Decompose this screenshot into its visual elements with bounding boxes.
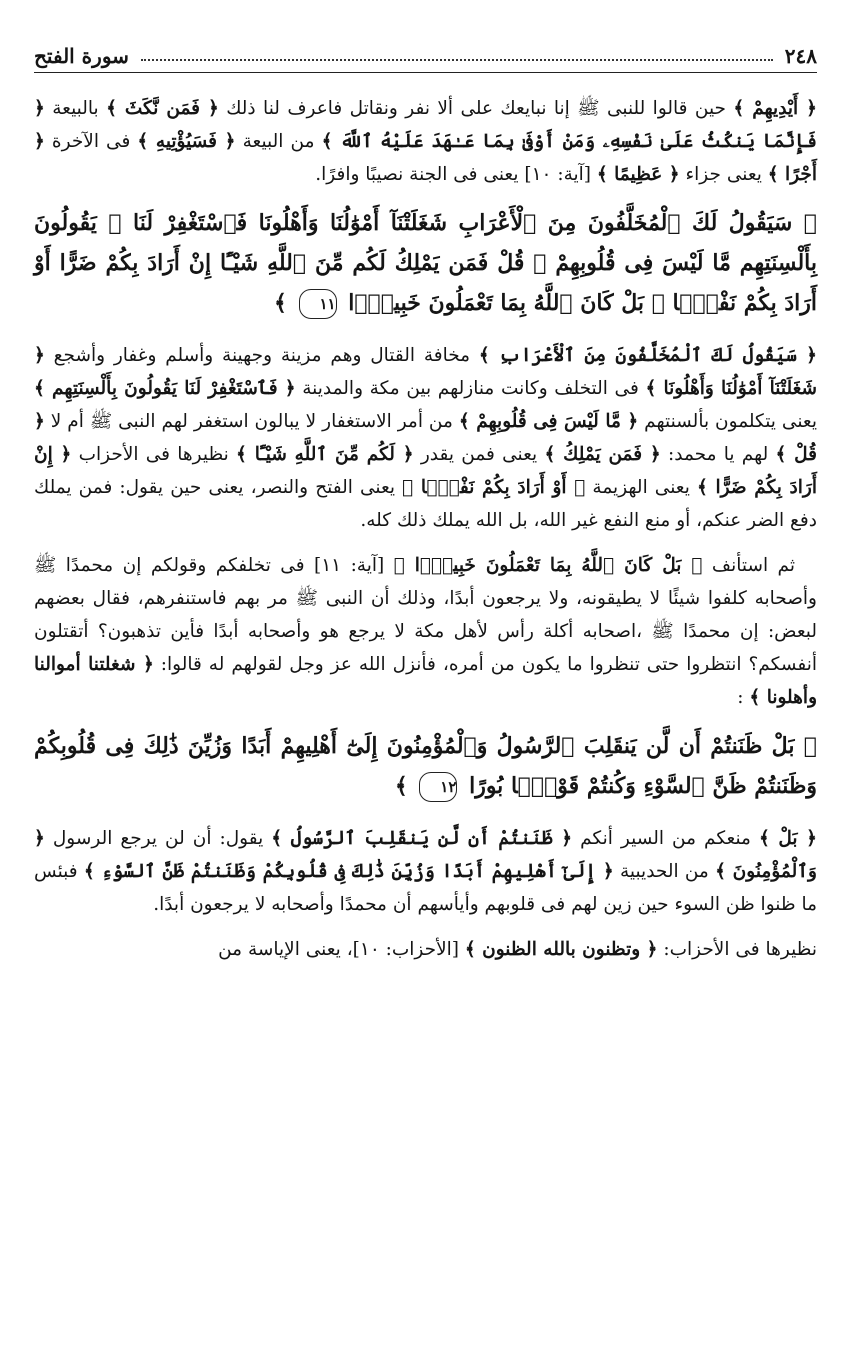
commentary-text: منعكم من السير أنكم	[572, 828, 759, 849]
quran-quote: ﴿ إِلَىٰٓ أَهْلِيهِمْ أَبَدًا وَزُيِّنَ ذَٰلِكَ فِى قُلُوبِكُمْ وَظَنَنتُمْ ظَنَّ ٱلسَّوْءِ ﴾	[83, 861, 614, 882]
verse-text: ﴿ سَيَقُولُ لَكَ ٱلْمُخَلَّفُونَ مِنَ ٱلْأَعْرَابِ شَغَلَتْنَآ أَمْوَٰلُنَا وَأَهْلُونَا فَٱسْتَغْفِرْ لَنَا ۚ يَقُولُونَ بِأَلْسِنَتِهِم مَّا لَيْسَ فِى قُلُوبِهِمْ ۚ قُلْ فَمَن يَمْلِكُ لَكُم مِّنَ ٱللَّهِ شَيْـًٔا إِنْ أَرَادَ بِكُمْ ضَرًّا أَوْ أَرَادَ بِكُمْ نَفْعًۢا ۚ بَلْ كَانَ ٱللَّهُ بِمَا تَعْمَلُونَ خَبِيرًۢا	[34, 210, 817, 316]
commentary-paragraph-5	[34, 933, 817, 966]
commentary-text: [الأحزاب: ١٠]، يعنى الإياسة من	[218, 939, 465, 960]
quran-quote: ﴿ أَجْرًا ﴾	[34, 131, 817, 185]
quran-quote: ﴿ ظَنَنتُمْ أَن لَّن يَنقَلِبَ ٱلرَّسُولُ ﴾	[271, 828, 573, 849]
commentary-text: من البيعة	[235, 131, 322, 152]
commentary-text: فى الآخرة	[44, 131, 138, 152]
commentary-text: فى التخلف وكانت منازلهم بين مكة والمدينة	[295, 378, 646, 399]
commentary-text: حين قالوا للنبى ﷺ إنا نبايعك على ألا نفر ونقاتل فاعرف لنا ذلك	[218, 98, 734, 119]
quran-quote: ﴿ شغلتنا أموالنا وأهلونا ﴾	[34, 654, 817, 708]
ayah-number-marker: ١١	[299, 289, 337, 319]
quran-quote: ﴿ عَظِيمًا ﴾	[596, 164, 680, 185]
quran-quote: ﴿ أَيْدِيهِمْ ﴾	[733, 98, 817, 119]
commentary-text: فبئس ما ظنوا ظن السوء حين زين لهم فى قلوبهم وأيأسهم أن محمدًا وأصحابه لا يرجعون أبدًا.	[34, 861, 817, 915]
quran-verse-12	[34, 726, 817, 806]
commentary-text: يعنى الفتح والنصر، يعنى حين يقول: فمن يملك دفع الضر عنكم، أو منع النفع غير الله، بل الله يملك ذلك كله.	[34, 477, 817, 531]
verse-close-bracket: ﴾	[394, 773, 416, 799]
commentary-text: يعنى يتكلمون بألسنتهم	[638, 411, 817, 432]
surah-title: سورة الفتح	[34, 44, 129, 68]
quran-quote: ﴿ فَسَيُؤْتِيهِ ﴾	[137, 131, 236, 152]
quran-quote: ﴿ شَغَلَتْنَآ أَمْوَٰلُنَا وَأَهْلُونَا ﴾	[34, 345, 817, 399]
commentary-paragraph-1	[34, 92, 817, 191]
page-header	[34, 38, 817, 68]
commentary-text: لهم يا محمد:	[660, 444, 776, 465]
quran-quote: ﴿ قُلْ ﴾	[34, 411, 818, 465]
quran-verse-11	[34, 203, 817, 323]
commentary-text: نظيرها فى الأحزاب	[71, 444, 237, 465]
quran-quote: ﴿ فَٱسْتَغْفِرْ لَنَا يَقُولُونَ بِأَلْسِنَتِهِم ﴾	[34, 378, 296, 399]
header-dotted-leader	[141, 59, 773, 61]
commentary-text: نظيرها فى الأحزاب:	[657, 939, 817, 960]
verse-close-bracket: ﴾	[274, 290, 295, 316]
commentary-text: يعنى الهزيمة	[585, 477, 697, 498]
quran-quote: ﴿ فَمَن يَمْلِكُ ﴾	[544, 444, 661, 465]
page-number: ٢٤٨	[784, 44, 817, 68]
quran-quote: ﴿ وتظنون بالله الظنون ﴾	[464, 939, 658, 960]
commentary-text: يعنى جزاء	[679, 164, 768, 185]
quran-quote: ﴿ بَلْ كَانَ ٱللَّهُ بِمَا تَعْمَلُونَ خَبِيرًۢا ﴾	[393, 555, 703, 576]
commentary-text: بالبيعة	[44, 98, 107, 119]
commentary-text: مخافة القتال وهم مزينة وجهينة وأسلم وغفار وأشجع	[44, 345, 479, 366]
quran-quote: ﴿ فَمَن نَّكَثَ ﴾	[106, 98, 219, 119]
verse-text: ﴿ بَلْ ظَنَنتُمْ أَن لَّن يَنقَلِبَ ٱلرَّسُولُ وَٱلْمُؤْمِنُونَ إِلَىٰٓ أَهْلِيهِمْ أَبَدًا وَزُيِّنَ ذَٰلِكَ فِى قُلُوبِكُمْ وَظَنَنتُمْ ظَنَّ ٱلسَّوْءِ وَكُنتُمْ قَوْمًۢا بُورًا	[34, 733, 817, 799]
page-body	[34, 92, 817, 978]
commentary-paragraph-2	[34, 339, 817, 537]
commentary-paragraph-3	[34, 549, 817, 714]
ayah-number-marker: ١٢	[419, 772, 457, 802]
quran-quote: ﴿ بَلْ ﴾	[758, 828, 817, 849]
commentary-text: من الحديبية	[613, 861, 716, 882]
commentary-text: يقول: أن لن يرجع الرسول	[44, 828, 272, 849]
commentary-text: يعنى فمن يقدر	[413, 444, 545, 465]
commentary-text: [آية: ١١] فى تخلفكم وقولكم إن محمدًا ﷺ وأصحابه كلفوا شيئًا لا يطيقونه، ولا يرجعون أبدًا، وذلك أن النبى ﷺ مر بهم فاستنفرهم، فقال بعضهم لبعض: إن محمدًا ﷺ ،اصحابه أكلة رأس لأهل مكة لا يرجع هو وأصحابه أبدًا فأين تذهبون؟ أتقتلون أنفسكم؟ انتظروا حتى تنظروا ما يكون من أمره، فأنزل الله عز وجل لقولهم له قالوا:	[34, 555, 817, 675]
quran-quote: ﴿ مَّا لَيْسَ فِى قُلُوبِهِمْ ﴾	[458, 411, 639, 432]
commentary-text: ثم استأنف	[702, 555, 796, 576]
quran-quote: ﴿ سَيَقُولُ لَكَ ٱلْمُخَلَّفُونَ مِنَ ٱلْأَعْرَابِ ﴾	[478, 345, 817, 366]
quran-quote: ﴿ فَإِنَّمَا يَنكُثُ عَلَىٰ نَفْسِهِۦ وَمَنْ أَوْفَىٰ بِمَا عَـٰهَدَ عَلَيْهُ ٱللَّهَ ﴾	[34, 98, 818, 152]
header-rule	[34, 72, 817, 73]
quran-quote: ﴿ لَكُم مِّنَ ٱللَّهِ شَيْـًٔا ﴾	[236, 444, 414, 465]
quran-quote: ﴿ إِنْ أَرَادَ بِكُمْ ضَرًّا ﴾	[34, 444, 817, 498]
commentary-text: :	[737, 687, 750, 708]
quran-quote: ﴿ أَوْ أَرَادَ بِكُمْ نَفْعًۢا ﴾	[402, 477, 586, 498]
quran-quote: ﴿ وَٱلْمُؤْمِنُونَ ﴾	[34, 828, 817, 882]
commentary-paragraph-4	[34, 822, 817, 921]
commentary-text: من أمر الاستغفار لا يبالون استغفر لهم النبى ﷺ أم لا	[44, 411, 459, 432]
commentary-text: [آية: ١٠] يعنى فى الجنة نصيبًا وافرًا.	[315, 164, 597, 185]
book-page	[34, 0, 817, 1365]
